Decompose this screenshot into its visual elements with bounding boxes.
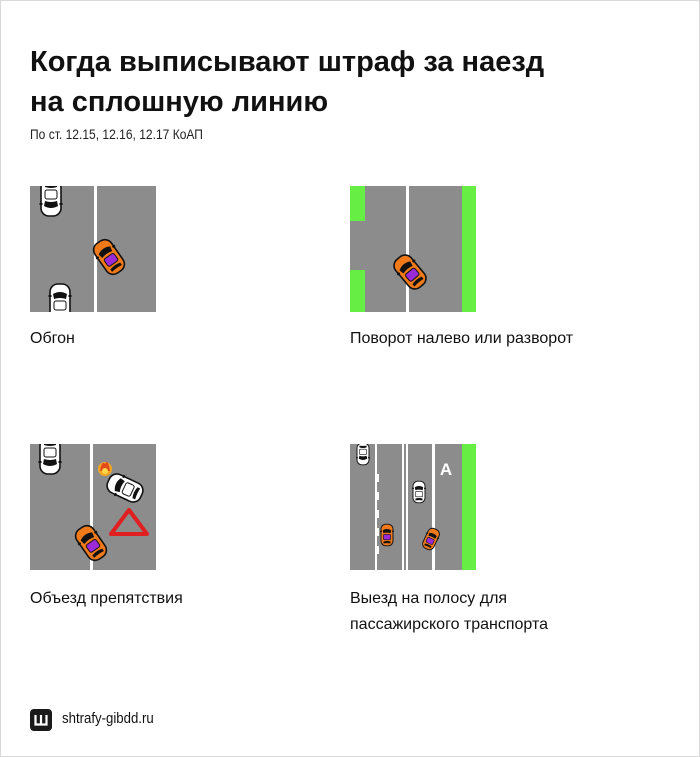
page-title [30, 42, 650, 122]
caption-left-turn: Поворот налево или разворот [350, 330, 574, 347]
caption-bus-lane-line-1: Выезд на полосу для [350, 590, 508, 607]
bus-lane-illustration [350, 444, 476, 570]
white-car-bottom-icon [49, 284, 72, 312]
fire-icon [98, 462, 112, 476]
bus-lane-letter: А [439, 460, 453, 479]
overtaking-illustration [30, 186, 156, 312]
white-car-top-icon [356, 444, 370, 465]
left-turn-illustration [350, 186, 476, 312]
obstacle-bypass-illustration [30, 444, 156, 570]
page-subtitle: По ст. 12.15, 12.16, 12.17 КоАП [30, 126, 203, 142]
caption-bus-lane-line-2: пассажирского транспорта [350, 616, 549, 633]
caption-bus-lane [350, 586, 650, 638]
white-car-top-icon [40, 186, 63, 216]
sh-logo-icon [30, 709, 52, 731]
site-link[interactable]: shtrafy-gibdd.ru [62, 710, 154, 727]
caption-overtaking: Обгон [30, 330, 75, 347]
title-line-2: на сплошную линию [30, 86, 329, 118]
white-car-middle-icon [412, 481, 426, 503]
title-line-1: Когда выписывают штраф за наезд [30, 46, 545, 78]
caption-obstacle-bypass [30, 586, 330, 612]
white-car-top-icon [39, 444, 62, 474]
orange-car-left-icon [380, 524, 394, 546]
caption-obstacle-line-1: Объезд препятствия [30, 590, 183, 607]
